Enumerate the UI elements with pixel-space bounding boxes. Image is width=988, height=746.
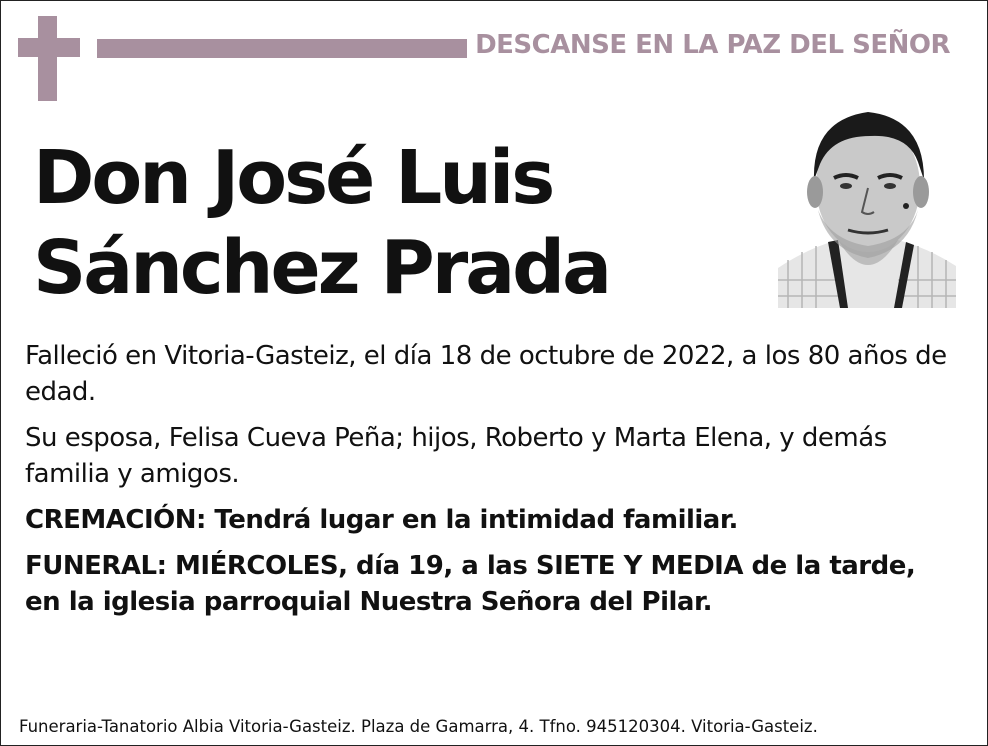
funeral-paragraph: FUNERAL: MIÉRCOLES, día 19, a las SIETE Y MEDIA de la tarde, en la iglesia parroquial Nuestra Señora del Pilar. — [25, 551, 916, 617]
family-paragraph: Su esposa, Felisa Cueva Peña; hijos, Roberto y Marta Elena, y demás familia y amigos. — [25, 423, 887, 489]
notice-body — [25, 338, 955, 630]
header-divider-bar — [97, 39, 467, 58]
cremation-paragraph: CREMACIÓN: Tendrá lugar en la intimidad familiar. — [25, 505, 738, 535]
name-line-2: Sánchez Prada — [33, 225, 610, 311]
name-line-1: Don José Luis — [33, 135, 553, 221]
portrait-photo — [778, 100, 956, 308]
funeral-home-footer: Funeraria-Tanatorio Albia Vitoria-Gasteiz. Plaza de Gamarra, 4. Tfno. 945120304. Vitoria-Gasteiz. — [19, 717, 818, 736]
deceased-name — [33, 133, 609, 313]
death-paragraph: Falleció en Vitoria-Gasteiz, el día 18 de octubre de 2022, a los 80 años de edad. — [25, 341, 947, 407]
header-title: DESCANSE EN LA PAZ DEL SEÑOR — [475, 30, 950, 60]
